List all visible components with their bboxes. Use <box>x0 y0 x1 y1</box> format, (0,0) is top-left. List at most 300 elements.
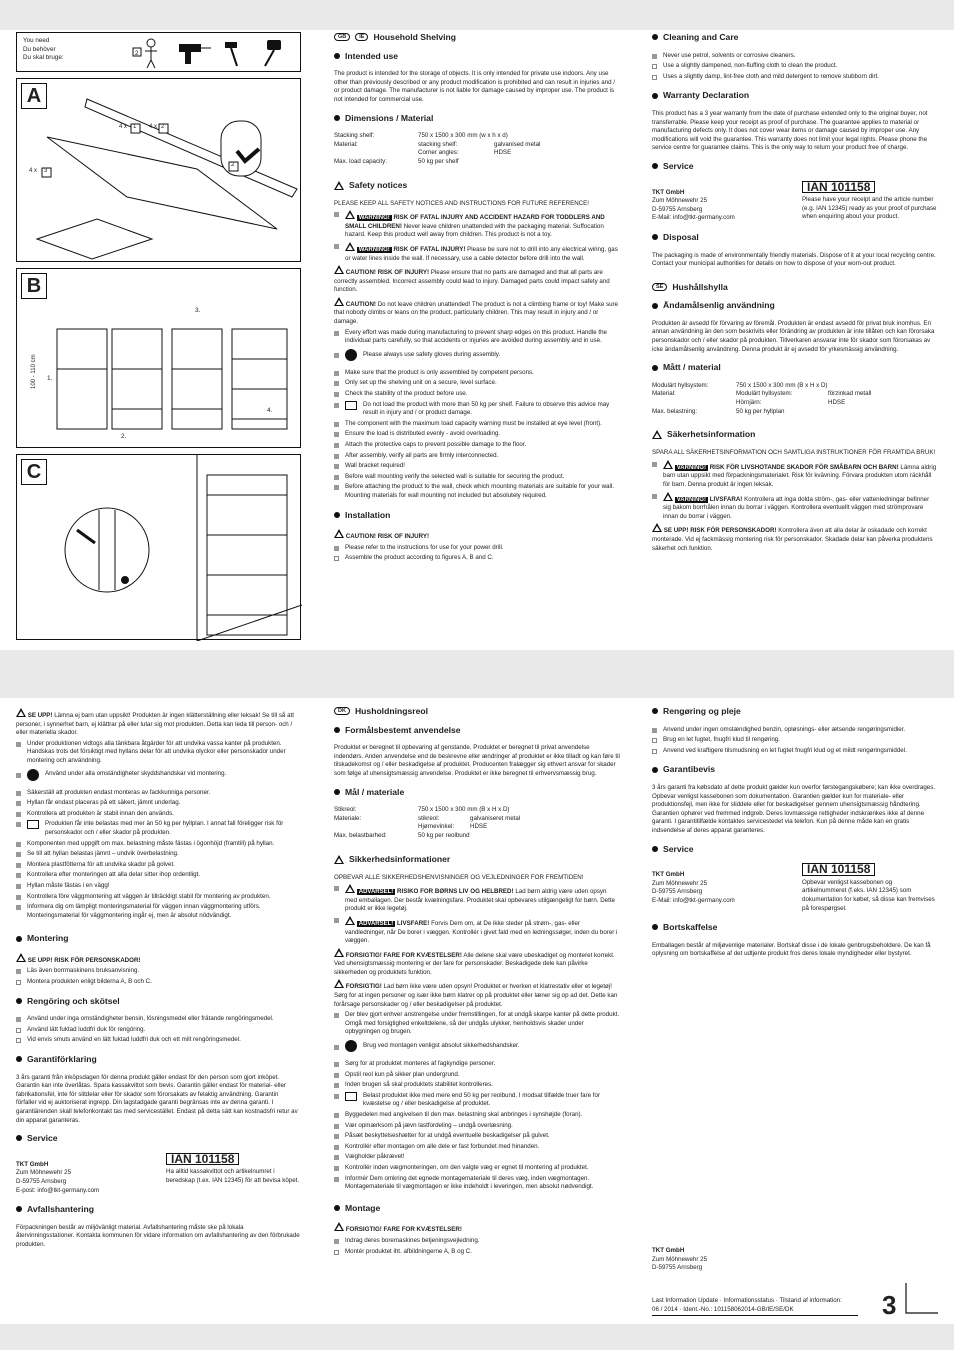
list-text: Use a slightly dampened, non-fluffing cloth to clean the product. <box>663 62 838 70</box>
gb-warranty-heading <box>652 91 938 100</box>
bullet-dot-icon <box>652 924 658 930</box>
dk-column-right <box>652 704 938 966</box>
caution-item <box>16 953 300 966</box>
se-mount-heading <box>16 934 300 943</box>
spec-key: Material: <box>334 140 358 148</box>
count-label: 4 x <box>119 124 128 130</box>
bullet-square <box>334 556 339 561</box>
list-item <box>334 483 620 500</box>
list-item <box>16 903 300 920</box>
safety-gloves-icon <box>345 1040 357 1052</box>
list-item <box>652 73 938 82</box>
legend-item: Du skal bruge: <box>23 54 64 62</box>
heading-text: Formålsbestemt anvendelse <box>345 724 461 735</box>
list-item <box>334 1153 620 1162</box>
list-item <box>334 1111 620 1120</box>
bullet-square <box>652 728 657 733</box>
spec-key: Max. belastning: <box>652 407 698 415</box>
se-use-text: Produkten är avsedd för förvaring av föremål. Produkten är endast avsedd för privat bruk inomhus. En annan användning än den som beskrivits eller förändring av produkten är inte tillåten och kan förorsaka personskador och / eller skador på produkten. Tillverkaren ansvarar inte för skador som förorsakas av icke ändamålsenlig användning. Denna produkt är ej avsedd för yrkesmässig användning. <box>652 319 935 353</box>
bullet-square <box>16 873 21 878</box>
count-label: 4 x <box>29 168 38 174</box>
list-item <box>334 1132 620 1141</box>
list-text: Påsæt beskyttelseshætter for at undgå eventuelle beskadigelser på gulvet. <box>345 1132 550 1140</box>
list-item <box>334 1011 620 1037</box>
list-item <box>16 810 300 819</box>
gb-title <box>334 33 620 42</box>
caution-text: Do not leave children unattended! The product is not a climbing frame or toy! Make sure that nobody climbs or leans on the product, particularly children. This may result in injury and / or damage. <box>334 300 619 326</box>
service-note: Opbevar venligst kassebonen og artikelnummeret (f.eks. IAN 12345) som dokumentation for købet, så disse kan fremvises på forespørgsel. <box>802 878 935 912</box>
person-icon <box>133 39 157 68</box>
caution-item <box>334 1222 620 1235</box>
bullet-square <box>334 1113 339 1118</box>
bullet-square <box>652 75 657 80</box>
bullet-square <box>334 212 339 217</box>
step-label: 4. <box>267 407 273 414</box>
spec-value: 50 kg per hyllplan <box>736 407 785 415</box>
bullet-square <box>16 812 21 817</box>
bullet-square <box>16 980 21 985</box>
bullet-square <box>16 742 21 747</box>
dk-dims-table <box>334 806 620 840</box>
max-load-icon <box>345 401 357 410</box>
heading-text: Mål / materiale <box>345 786 405 797</box>
list-text: Använd under alla omständigheter skyddshandskar vid montering. <box>45 770 227 778</box>
caution-text: Alle delene skal være ubeskadiget og monteret korrekt. Ved uhensigtsmæssig montering er der fare for personskader. Beskadigede dele kan påvirke sikkerheden og produktets funktion. <box>334 951 615 976</box>
list-text: Please always use safety gloves during assembly. <box>363 350 501 358</box>
list-text: The component with the maximum load capacity warning must be installed at eye level (front). <box>345 419 602 427</box>
warning-triangle-icon <box>334 948 344 957</box>
list-text: Opstil reol kun på sikker plan undergrund. <box>345 1070 460 1078</box>
warning-title: LIVSFARA! <box>709 495 743 503</box>
bullet-dot-icon <box>652 365 658 371</box>
service-block <box>652 181 938 223</box>
list-text: Produkten får inte belastas med mer än 50 kg per hyllplan. I annat fall föreligger risk för personskador och / eller skador på produkten. <box>45 820 284 836</box>
se-use-heading <box>652 301 938 310</box>
footer-info <box>652 1297 858 1316</box>
bullet-dot-icon <box>652 708 658 714</box>
spec-value: galvaniseret metal <box>470 814 521 822</box>
spec-sub: Modulärt hyllsystem: <box>736 390 793 398</box>
se-warranty-heading <box>16 1055 300 1064</box>
bullet-dot-icon <box>334 53 340 59</box>
service-block <box>652 863 938 913</box>
bullet-square <box>16 852 21 857</box>
gb-service-heading <box>652 162 938 171</box>
top-page <box>0 30 954 650</box>
se-dims-table <box>652 382 938 416</box>
caution-title: FORSIGTIG! FARE FOR KVÆSTELSER! <box>345 1226 462 1234</box>
warning-triangle-icon <box>334 529 344 538</box>
gb-disposal-heading <box>652 233 938 242</box>
list-item <box>334 1071 620 1080</box>
flag-ie: IE <box>355 33 368 41</box>
list-text: Brug ved montagen venligst absolut sikkerhedshandsker. <box>363 1041 520 1049</box>
warning-title: RISK OF FATAL INJURY AND ACCIDENT HAZARD FOR TODDLERS AND SMALL CHILDREN! <box>345 214 605 230</box>
warning-triangle-icon <box>663 492 673 501</box>
bullet-square <box>652 462 657 467</box>
list-text: Never use petrol, solvents or corrosive cleaners. <box>663 51 796 59</box>
heading-text: Garantiförklaring <box>27 1054 97 1065</box>
se-dims-heading <box>652 363 938 372</box>
list-item <box>334 462 620 471</box>
dk-clean-heading <box>652 707 938 716</box>
list-item <box>16 789 300 798</box>
bullet-dot-icon <box>652 93 658 99</box>
bullet-dot-icon <box>652 303 658 309</box>
company-street: Zum Möhnewehr 25 <box>16 1169 72 1177</box>
list-text: Montér produktet iht. afbildningerne A, B og C. <box>345 1247 472 1255</box>
gloves-item <box>334 1040 620 1052</box>
bullet-square <box>334 1094 339 1099</box>
page-number: 3 <box>882 1290 897 1320</box>
caution-title: SE UPP! <box>27 712 53 719</box>
heading-text: Avfallshantering <box>27 1204 95 1215</box>
bullet-square <box>334 1134 339 1139</box>
bullet-square <box>334 886 339 891</box>
spec-sub: Hjørnevinkel: <box>418 823 455 831</box>
list-text: Please refer to the instructions for use for your power drill. <box>345 543 504 551</box>
warning-title: RISK FÖR LIVSHOTANDE SKADOR FÖR SMÅBARN OCH BARN! <box>709 463 899 471</box>
list-text: Kontrollera efter monteringen att alla delar sitter ihop ordentligt. <box>27 871 201 879</box>
bullet-dot-icon <box>16 1056 22 1062</box>
figure-c <box>16 454 301 640</box>
top-margin-band <box>0 0 954 30</box>
list-text: Der blev gjort enhver anstrengelse under fremstillingen, for at undgå skarpe kanter på dette produkt. Omgå med forsigtighed enkeltdelene, så der undgås ulykker, henholdsvis skader under opbygningen og brugen. <box>345 1011 620 1036</box>
ident-number: 06 / 2014 · Ident.-No.: 101158062014-GB/IE/SE/DK <box>652 1305 794 1313</box>
bullet-square <box>652 54 657 59</box>
bullet-square <box>16 863 21 868</box>
safety-intro: OPBEVAR ALLE SIKKERHEDSHENVISNINGER OG VEJLEDNINGER FOR FREMTIDEN! <box>334 873 584 881</box>
bullet-square <box>334 485 339 490</box>
gb-intended-text: The product is intended for the storage of objects. It is only intended for private use indoors. Any use other than previously described or any product modification is prohibited and can result in injuries and / or product damage. The manufacturer is not liable for damage caused by improper use. The product is not intended for commercial use. <box>334 70 616 103</box>
heading-text: Sikkerhedsinformationer <box>349 853 451 864</box>
heading-text: Disposal <box>663 231 699 242</box>
bullet-square <box>334 371 339 376</box>
company-street: Zum Möhnewehr 25 <box>652 1255 708 1263</box>
list-item <box>334 1081 620 1090</box>
figure-b-drawing <box>17 269 302 449</box>
figure-label: B <box>21 273 47 299</box>
step-label: 3. <box>195 307 201 314</box>
list-item <box>334 1060 620 1069</box>
section-title: Husholdningsreol <box>354 706 428 716</box>
heading-text: Rengöring och skötsel <box>27 995 120 1006</box>
dk-disposal-heading <box>652 923 938 932</box>
max-load-icon <box>345 1092 357 1101</box>
list-text: Sørg for at produktet monteres af fagkyndige personer. <box>345 1060 496 1068</box>
bullet-square <box>334 454 339 459</box>
spec-sub: stikreol: <box>418 814 440 822</box>
list-item <box>16 799 300 808</box>
gb-column <box>334 30 620 565</box>
company-city: D-59755 Arnsberg <box>652 205 703 213</box>
spec-value: 50 kg per reolbund <box>418 831 470 839</box>
se-clean-heading <box>16 997 300 1006</box>
list-item <box>652 747 938 756</box>
list-text: Kontrollera före väggmontering att väggen är tillräckligt stabil för montering av produkten. <box>27 892 271 900</box>
callout-number: 2 <box>231 162 235 168</box>
footer-address <box>652 1247 872 1273</box>
list-item <box>652 736 938 745</box>
bullet-square <box>334 1239 339 1244</box>
list-text: Inden brugen så skal produktets stabilitet kontrolleres. <box>345 1081 493 1089</box>
caution-title: CAUTION! RISK OF INJURY! <box>345 269 430 277</box>
list-item <box>16 850 300 859</box>
bullet-square <box>652 738 657 743</box>
bullet-dot-icon <box>334 512 340 518</box>
bullet-dot-icon <box>16 998 22 1004</box>
safety-gloves-icon <box>27 769 39 781</box>
dk-use-text: Produktet er beregnet til opbevaring af genstande. Produktet er beregnet til privat anvendelse indendørs. Anden anvendelse end de beskrevne eller ændringer af produktet er ikke tilladt og kan føre til tilskadekomst og / eller beskadigelse af produktet. Producenten fralægger sig ethvert ansvar for skader som følge af uhensigtsmæssig anvendelse. Produktet er ikke beregnet til erhvervsmæssig brug. <box>334 744 620 777</box>
legend-item: You need <box>23 37 50 44</box>
bullet-dot-icon <box>16 1135 22 1141</box>
bullet-square <box>16 842 21 847</box>
heading-text: Warranty Declaration <box>663 90 750 101</box>
warning-triangle-icon <box>334 297 344 306</box>
caution-item <box>16 708 300 738</box>
list-item <box>334 329 620 346</box>
list-item <box>334 430 620 439</box>
warning-triangle-icon <box>345 242 355 251</box>
dk-title <box>334 707 620 716</box>
load-item <box>16 820 300 837</box>
gb-intended-heading <box>334 52 620 61</box>
dk-mount-heading <box>334 1204 620 1213</box>
figure-a <box>16 78 301 262</box>
company-city: D-59755 Arnsberg <box>16 1177 67 1185</box>
load-item <box>334 1092 620 1109</box>
se-column <box>16 708 300 1257</box>
list-text: Informera dig om lämpligt monteringsmaterial för väggen innan väggmontering utförs. Monteringsmaterial för väggmontering ingår ej, men är absolut nödvändigt. <box>27 903 261 919</box>
tools-icons <box>127 36 297 70</box>
warranty-text: 3 års garanti fra købsdato af dette produkt gælder kun overfor førstegangskøbere; kan ikke overdrages. Opbevar venligst kassebonen som dokumentation. Garantien gælder kun for materiale- eller produktionsfejl, men ikke for sliddele eller for beskadigelser gennem uhensigtsmæssig håndtering. Garantien ophører ved fremmed indgreb. Deres lovmæssige rettigheder indskrænkes ikke af denne garanti. I garantitilfælde kontaktes servicestedet via telefon. Kun på denne måde kan en gratis indsendelse af deres apparat garanteres. <box>652 783 936 834</box>
caution-title: CAUTION! RISK OF INJURY! <box>345 533 430 541</box>
list-text: Do not load the product with more than 50 kg per shelf. Failure to observe this advice may result in injury and / or product damage. <box>363 400 610 417</box>
warranty-text: This product has a 3 year warranty from the date of purchase extended only to the original buyer, not transferrable. Please keep your receipt as proof of purchase. The guarantee applies to material or manufacturing defects only. It does not cover wear items or damage caused by improper use. Any modifications will void the guarantee. This warranty does not limit your legal rights. Please phone the service centre for guarantee claims. This is the only way to return your product free of charge. <box>652 109 928 152</box>
caution-item <box>334 529 620 542</box>
warning-item <box>652 460 938 490</box>
list-item <box>334 473 620 482</box>
warning-text: Lämna aldrig barn utan uppsikt med förpackningsmaterialet. Risk för kvävning. Förvara produkten utom räckhåll för barn. Denna produkt är ingen leksak. <box>663 463 937 488</box>
safety-intro: PLEASE KEEP ALL SAFETY NOTICES AND INSTRUCTIONS FOR FUTURE REFERENCE! <box>334 199 589 207</box>
warning-item <box>334 884 620 914</box>
caution-text: Kontrollera även att alla delar är oskadade och korrekt monterade. Vid ej fackmässig montering risk för personskador. Skadade delar kan påverka produktens säkerhet och funktion. <box>652 527 933 552</box>
spec-key: Modulärt hyllsystem: <box>652 381 709 389</box>
company-name: TKT GmbH <box>652 188 685 196</box>
list-text: Make sure that the product is only assembled by competent persons. <box>345 368 534 376</box>
company-name: TKT GmbH <box>652 871 685 879</box>
bullet-square <box>334 1124 339 1129</box>
heading-text: Montage <box>345 1202 381 1213</box>
list-item <box>16 1026 300 1035</box>
spec-value: HDSE <box>494 149 512 157</box>
warning-triangle-icon <box>663 460 673 469</box>
bullet-dot-icon <box>652 34 658 40</box>
warning-text: Never leave children unattended with the packaging material. Suffocation hazard. Keep this product well away from children. This product is not a toy. <box>345 222 604 239</box>
flag-se: SE <box>652 283 667 291</box>
bullet-square <box>334 1177 339 1182</box>
list-text: Only set up the shelving unit on a secure, level surface. <box>345 379 497 387</box>
list-item <box>334 1175 620 1192</box>
list-item <box>16 740 300 766</box>
count-label: 4 x <box>149 124 158 130</box>
list-item <box>16 978 300 987</box>
middle-margin-band <box>0 650 954 698</box>
list-item <box>334 1237 620 1246</box>
heading-text: Service <box>27 1133 58 1144</box>
list-text: Uses a slightly damp, lint-free cloth and mild detergent to remove stubborn dirt. <box>663 72 879 80</box>
bullet-square <box>334 1013 339 1018</box>
bullet-square <box>16 801 21 806</box>
list-text: Montera produkten enligt bilderna A, B och C. <box>27 978 152 986</box>
list-text: Ensure the load is distributed evenly - avoid overloading. <box>345 430 501 438</box>
caution-item <box>334 979 620 1009</box>
bullet-square <box>334 464 339 469</box>
warning-triangle-icon <box>334 855 344 864</box>
heading-text: Dimensions / Material <box>345 112 434 123</box>
heading-text: Service <box>663 843 694 854</box>
list-text: Vægholder påkrævet! <box>345 1153 405 1161</box>
bullet-square <box>16 905 21 910</box>
figure-label: C <box>21 459 47 485</box>
bullet-square <box>334 1062 339 1067</box>
warning-text: Please be sure not to drill into any electrical wiring, gas or water lines inside the wall. If necessary, use a cable detector before drill into the wall. <box>345 245 618 262</box>
gb-dims-table <box>334 132 620 166</box>
spec-key: Max. belastbarhed: <box>334 831 387 839</box>
bullet-dot-icon <box>334 727 340 733</box>
spec-value: förzinkad metall <box>828 390 872 398</box>
warning-triangle-icon <box>334 181 344 190</box>
warning-badge: WARNING! <box>358 246 390 253</box>
step-label: 1. <box>47 375 53 382</box>
warning-text: Forvis Dem om, at De ikke steder på strøm-, gas- eller vandledninger, når De borer i væggen. Kontrollér i givet fald med en ledningssøger, inden du borer i væggen. <box>345 919 618 945</box>
company-name: TKT GmbH <box>16 1160 49 1168</box>
spec-sub: Corner angles: <box>418 149 459 157</box>
bullet-square <box>16 773 21 778</box>
se-disposal-heading <box>16 1205 300 1214</box>
spec-key: Stacking shelf: <box>334 132 375 140</box>
bullet-square <box>16 884 21 889</box>
warning-triangle-icon <box>345 884 355 893</box>
warning-badge: WARNING! <box>358 215 390 222</box>
list-text: Wall bracket required! <box>345 462 405 470</box>
list-item <box>334 1248 620 1257</box>
spec-value: galvanised metal <box>494 140 541 148</box>
heading-text: Mått / material <box>663 362 721 373</box>
dk-dims-heading <box>334 788 620 797</box>
list-item <box>16 1036 300 1045</box>
service-note: Ha alltid kassakvittot och artikelnumret i beredskap (t.ex. IAN 12345) för att bevisa köpet. <box>166 1168 300 1184</box>
company-email: E-Mail: info@tkt-germany.com <box>652 896 735 904</box>
gloves-item <box>334 349 620 361</box>
spec-sub: stacking shelf: <box>418 140 458 148</box>
list-text: After assembly, verify all parts are firmly interconnected. <box>345 451 499 459</box>
figure-label: A <box>21 83 47 109</box>
warning-item <box>334 242 620 263</box>
load-item <box>334 401 620 418</box>
list-item <box>652 62 938 71</box>
spec-value: HDSE <box>828 399 846 407</box>
bullet-dot-icon <box>16 1206 22 1212</box>
heading-text: Safety notices <box>349 179 408 190</box>
max-load-icon <box>27 820 39 829</box>
spec-sub: Hörnjärn: <box>736 399 762 407</box>
step-label: 2. <box>121 433 127 440</box>
bullet-dot-icon <box>16 936 22 942</box>
company-street: Zum Möhnewehr 25 <box>652 197 708 205</box>
bullet-square <box>334 1045 339 1050</box>
gb-safety-heading <box>334 181 620 190</box>
bullet-square <box>334 403 339 408</box>
list-text: Check the stability of the product before use. <box>345 390 468 398</box>
bullet-square <box>16 1028 21 1033</box>
list-item <box>334 420 620 429</box>
figure-c-drawing <box>17 455 302 641</box>
list-text: Before wall mounting verify the selected wall is suitable for securing the product. <box>345 472 565 480</box>
list-item <box>334 452 620 461</box>
list-item <box>16 861 300 870</box>
dk-column <box>334 704 620 1258</box>
warning-title: RISIKO FOR BØRNS LIV OG HELBRED! <box>397 888 514 896</box>
bullet-square <box>334 1155 339 1160</box>
list-item <box>16 882 300 891</box>
heading-text: Ändamålsenlig användning <box>663 300 775 311</box>
flag-gb: GB <box>334 33 350 41</box>
mallet-icon <box>265 40 281 66</box>
se-title <box>652 283 938 292</box>
list-text: Vid envis smuts använd en lätt fuktad luddfri duk och ett milt rengöringsmedel. <box>27 1036 241 1044</box>
figure-a-drawing <box>17 79 302 263</box>
list-item <box>334 369 620 378</box>
bullet-dot-icon <box>334 1205 340 1211</box>
warning-item <box>652 492 938 522</box>
heading-text: Rengøring og pleje <box>663 706 741 716</box>
caution-title: SE UPP! RISK FÖR PERSONSKADOR! <box>27 956 141 964</box>
warning-item <box>334 210 620 240</box>
warning-text: Kontrollera att inga dolda ström-, gas- eller vattenledningar befinner sig bakom borrhålen innan du borrar i väggen. Kontrollera eventuellt väggen med strömprovare innan du borrar i väggen. <box>663 495 930 520</box>
se-service-heading <box>16 1134 300 1143</box>
bullet-square <box>334 1250 339 1255</box>
caution-title: FORSIGTIG! <box>345 983 382 991</box>
list-item <box>334 1122 620 1131</box>
bottom-page <box>0 698 954 1324</box>
heading-text: Intended use <box>345 50 399 61</box>
ian-badge: IAN 101158 <box>802 181 875 194</box>
dk-service-heading <box>652 845 938 854</box>
list-item <box>334 554 620 563</box>
bullet-square <box>334 432 339 437</box>
gb-install-heading <box>334 511 620 520</box>
bottom-margin-band <box>0 1324 954 1350</box>
warning-text: Lad børn aldrig være uden opsyn med emballagen. Der består kvælningsfare. Produktet skal opbevares utilgængeligt for børn. Dette produkt er ikke legetøj. <box>345 888 615 913</box>
list-item <box>652 52 938 61</box>
svg-text:2: 2 <box>135 51 139 57</box>
heading-text: Bortskaffelse <box>663 922 718 933</box>
list-text: Kontrollér inden vægmonteringen, om den valgte væg er egnet til montering af produktet. <box>345 1163 589 1171</box>
safety-gloves-icon <box>345 349 357 361</box>
bullet-square <box>16 1017 21 1022</box>
warning-item <box>334 916 620 946</box>
caution-item <box>334 265 620 295</box>
warning-triangle-icon <box>334 1222 344 1231</box>
heading-text: Service <box>663 160 694 171</box>
company-name: TKT GmbH <box>652 1247 685 1254</box>
list-text: Assemble the product according to figures A, B and C. <box>345 554 494 562</box>
list-item <box>334 1164 620 1173</box>
list-text: Använd lätt fuktad luddfri duk för rengöring. <box>27 1025 146 1033</box>
caution-title: SE UPP! RISK FÖR PERSONSKADOR! <box>663 527 777 535</box>
gb-clean-heading <box>652 33 938 42</box>
